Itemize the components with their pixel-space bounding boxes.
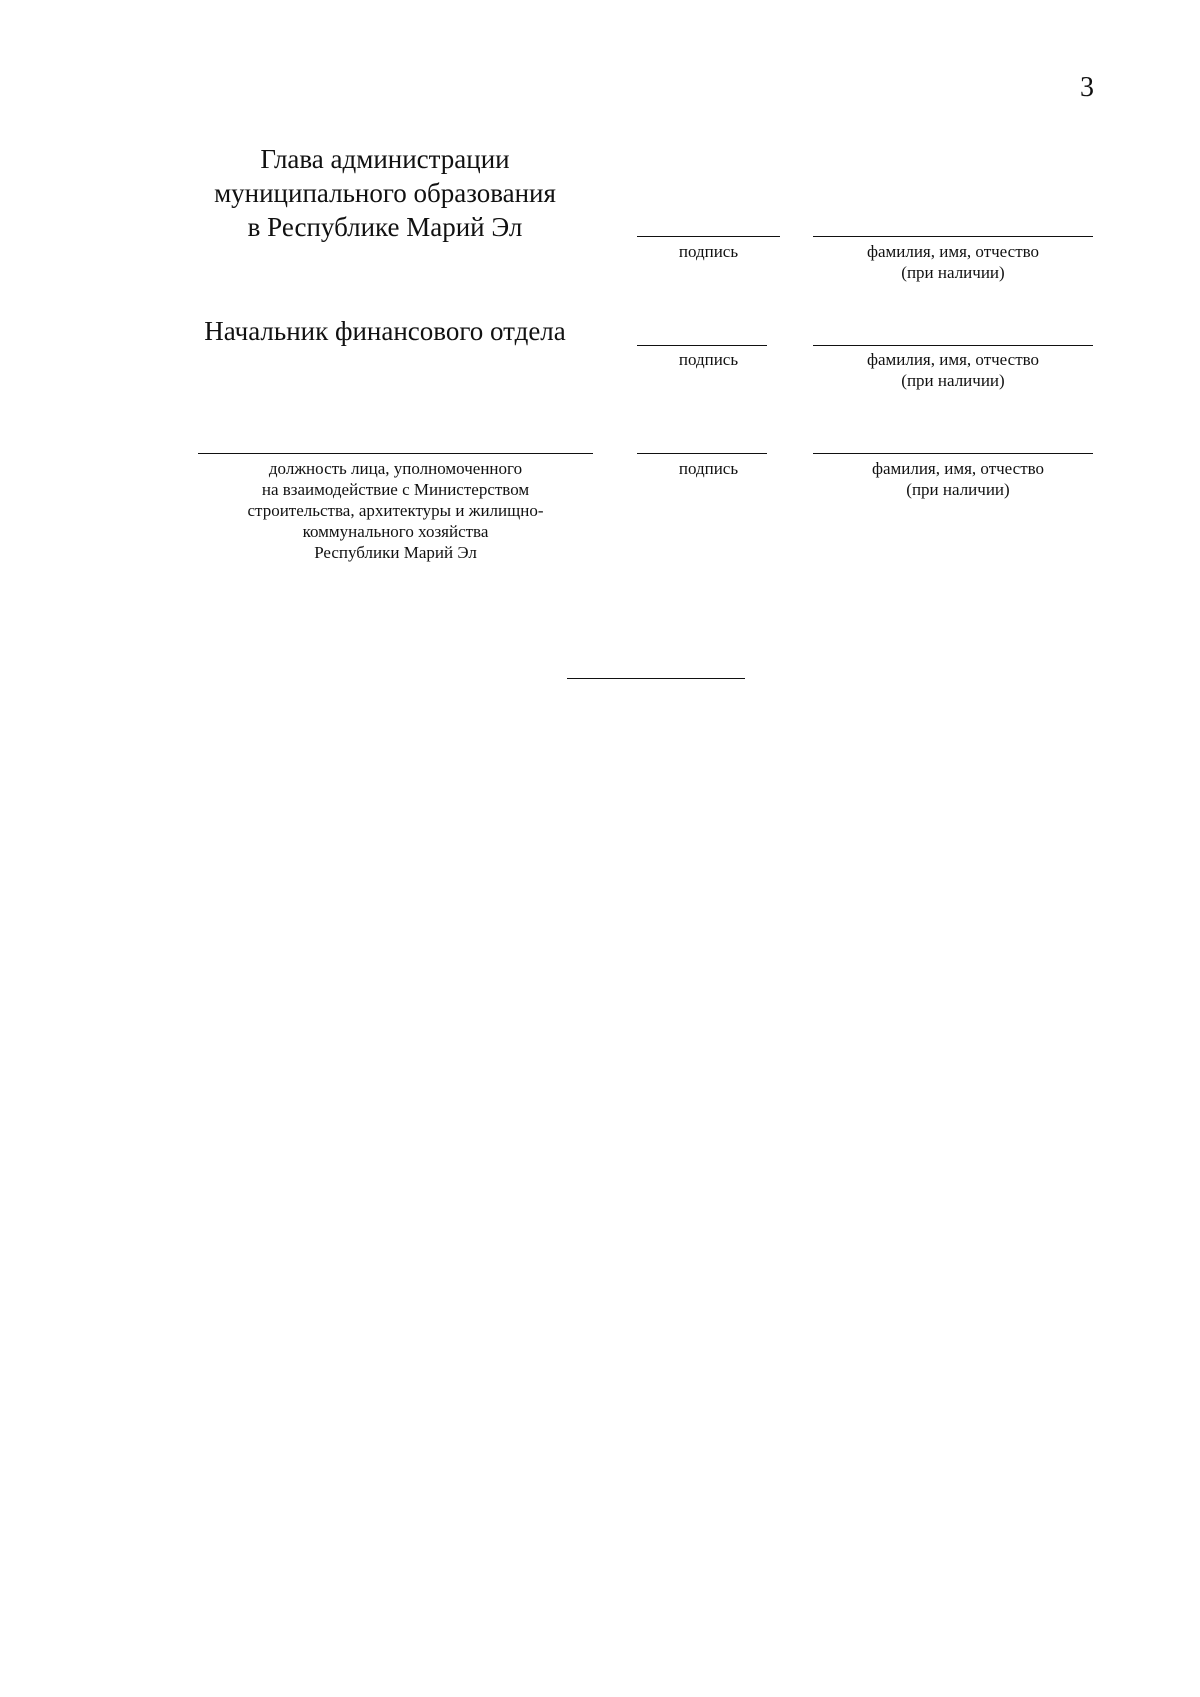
position-caption-line: строительства, архитектуры и жилищно- (247, 501, 544, 520)
page-number: 3 (1080, 72, 1094, 103)
name-line (813, 345, 1093, 346)
title-line: Глава администрации (260, 144, 510, 174)
position-caption-line: коммунального хозяйства (302, 522, 489, 541)
name-caption (813, 241, 1093, 283)
signature-line (637, 453, 767, 454)
signature-caption: подпись (678, 350, 739, 369)
signature-caption: подпись (678, 459, 739, 478)
position-caption-line: на взаимодействие с Министерством (261, 480, 530, 499)
name-caption-line: (при наличии) (906, 480, 1010, 499)
name-caption (813, 458, 1103, 500)
position-caption-line: Республики Марий Эл (314, 543, 477, 562)
signature-line (637, 345, 767, 346)
signature-caption: подпись (678, 242, 739, 261)
name-line (813, 236, 1093, 237)
name-caption (813, 349, 1093, 391)
title-line: Начальник финансового отдела (204, 316, 566, 346)
position-caption-line: должность лица, уполномоченного (268, 459, 523, 478)
signature-line (637, 236, 780, 237)
name-line (813, 453, 1093, 454)
title-line: в Республике Марий Эл (247, 212, 523, 242)
name-caption-line: фамилия, имя, отчество (871, 459, 1045, 478)
signatory-title-head-of-administration (190, 142, 580, 244)
name-caption-line: фамилия, имя, отчество (866, 242, 1040, 261)
end-of-document-line (567, 678, 745, 679)
title-line: муниципального образования (214, 178, 556, 208)
name-caption-line: (при наличии) (901, 263, 1005, 282)
signatory-title-finance-head (175, 314, 595, 348)
position-line (198, 453, 593, 454)
position-caption (198, 458, 593, 563)
name-caption-line: фамилия, имя, отчество (866, 350, 1040, 369)
name-caption-line: (при наличии) (901, 371, 1005, 390)
